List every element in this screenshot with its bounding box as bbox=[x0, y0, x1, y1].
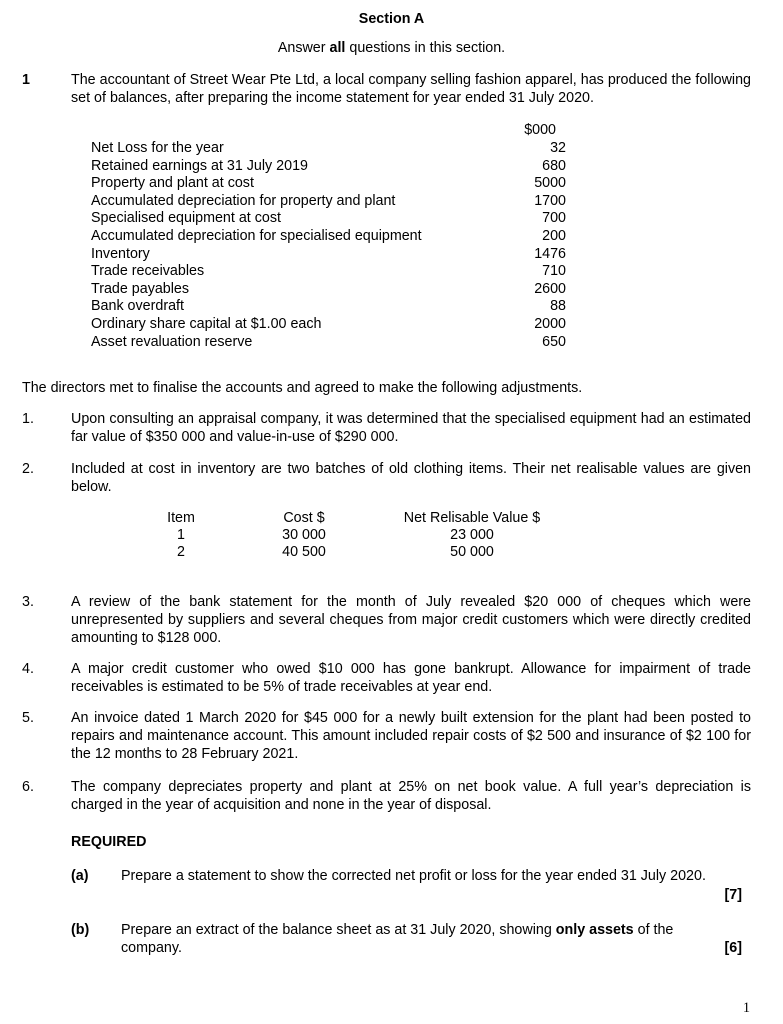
directors-text: The directors met to finalise the accounts and agreed to make the following adjustments. bbox=[22, 380, 583, 396]
table-cell: 40 500 bbox=[282, 544, 326, 560]
table-cell: 30 000 bbox=[282, 527, 326, 543]
table-cell: 2 bbox=[177, 544, 185, 560]
question-number: 1 bbox=[22, 72, 30, 88]
balance-label: Asset revaluation reserve bbox=[91, 334, 253, 350]
adjustment-number: 4. bbox=[22, 661, 34, 677]
part-marks: [6] bbox=[724, 940, 742, 956]
table-cell: 50 000 bbox=[450, 544, 494, 560]
balance-label: Trade receivables bbox=[91, 263, 205, 279]
adjustment-text: The company depreciates property and plant at 25% on net book value. A full year’s depreciation is charged in the year of acquisition and none in the year of disposal. bbox=[71, 779, 751, 813]
balance-value: 5000 bbox=[534, 175, 566, 191]
adjustment-text: Included at cost in inventory are two batches of old clothing items. Their net realisable values are given below. bbox=[71, 461, 751, 495]
part-label: (b) bbox=[71, 922, 90, 938]
table-cell: 1 bbox=[177, 527, 185, 543]
table-cell: 23 000 bbox=[450, 527, 494, 543]
adjustment-text: An invoice dated 1 March 2020 for $45 000 for a newly built extension for the plant had been posted to repairs and maintenance account. This amount included repair costs of $2 500 and insurance of $2 100 for the 12 months to 28 February 2021. bbox=[71, 710, 751, 762]
balance-value: 1476 bbox=[534, 246, 566, 262]
adjustment-number: 3. bbox=[22, 594, 34, 610]
balance-label: Specialised equipment at cost bbox=[91, 210, 281, 226]
balance-value: 1700 bbox=[534, 193, 566, 209]
balance-label: Accumulated depreciation for specialised equipment bbox=[91, 228, 422, 244]
balance-label: Accumulated depreciation for property and plant bbox=[91, 193, 396, 209]
part-label: (a) bbox=[71, 868, 89, 884]
adjustment-text: A major credit customer who owed $10 000 has gone bankrupt. Allowance for impairment of trade receivables is estimated to be 5% of trade receivables at year end. bbox=[71, 661, 751, 695]
table-header: Item bbox=[167, 510, 195, 526]
adjustment-text: Upon consulting an appraisal company, it was determined that the specialised equipment had an estimated far value of $350 000 and value-in-use of $290 000. bbox=[71, 411, 751, 445]
balance-label: Bank overdraft bbox=[91, 298, 184, 314]
part-marks: [7] bbox=[724, 887, 742, 903]
balances-unit: $000 bbox=[524, 122, 556, 138]
page-number: 1 bbox=[742, 1000, 750, 1016]
question-intro: The accountant of Street Wear Pte Ltd, a local company selling fashion apparel, has produced the following set of balances, after preparing the income statement for year ended 31 July 2020. bbox=[71, 72, 751, 106]
adjustment-number: 2. bbox=[22, 461, 34, 477]
required-label: REQUIRED bbox=[71, 834, 147, 850]
balance-value: 700 bbox=[542, 210, 566, 226]
balance-label: Property and plant at cost bbox=[91, 175, 254, 191]
section-title: Section A bbox=[358, 11, 425, 27]
adjustment-text: A review of the bank statement for the month of July revealed $20 000 of cheques which were unrepresented by suppliers and several cheques from major credit customers which were directly credited amounting to $128 000. bbox=[71, 594, 751, 646]
part-text: Prepare a statement to show the corrected net profit or loss for the year ended 31 July 2020. bbox=[121, 868, 706, 884]
balance-value: 650 bbox=[542, 334, 566, 350]
balance-value: 32 bbox=[550, 140, 566, 156]
table-header: Cost $ bbox=[283, 510, 325, 526]
balance-label: Trade payables bbox=[91, 281, 190, 297]
balance-label: Retained earnings at 31 July 2019 bbox=[91, 158, 308, 174]
balance-value: 2600 bbox=[534, 281, 566, 297]
adjustment-number: 5. bbox=[22, 710, 34, 726]
balance-value: 200 bbox=[542, 228, 566, 244]
adjustment-number: 6. bbox=[22, 779, 34, 795]
table-header: Net Relisable Value $ bbox=[403, 510, 541, 526]
part-text: Prepare an extract of the balance sheet as at 31 July 2020, showing only assets of the company. bbox=[121, 922, 674, 956]
balance-label: Ordinary share capital at $1.00 each bbox=[91, 316, 322, 332]
balance-value: 2000 bbox=[534, 316, 566, 332]
balance-label: Net Loss for the year bbox=[91, 140, 224, 156]
balance-value: 680 bbox=[542, 158, 566, 174]
instruction: Answer all questions in this section. bbox=[277, 40, 506, 56]
balance-label: Inventory bbox=[91, 246, 150, 262]
adjustment-number: 1. bbox=[22, 411, 34, 427]
balance-value: 710 bbox=[542, 263, 566, 279]
balance-value: 88 bbox=[550, 298, 566, 314]
